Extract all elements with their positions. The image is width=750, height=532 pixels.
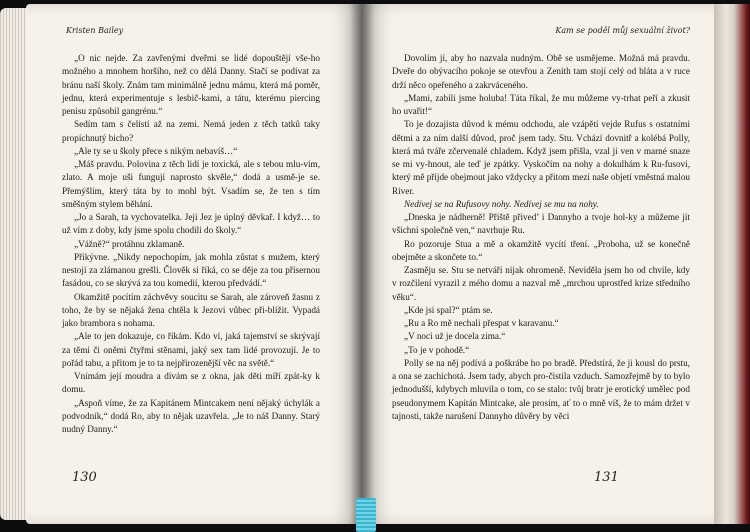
paragraph: „To je v pohodě.“ xyxy=(404,344,470,355)
left-page-number: 130 xyxy=(72,470,97,485)
paragraph: „Dneska je nádherně! Přiště přived’ i Dannyho a tvoje hol-ky a můžeme jít všichni společně ven,“ navrhuje Ru. xyxy=(392,212,690,236)
bookmark-ribbon[interactable] xyxy=(356,498,376,532)
paragraph: „Jo a Sarah, ta vychovatelka. Její Jez je úplný děvkař. I když… to už vím z doby, kdy jsme spolu chodili do školy.“ xyxy=(62,212,320,236)
paragraph: Vnímám její moudra a dívám se z okna, jak děti míří zpát-ky k domu. xyxy=(62,371,320,395)
paragraph: To je dozajista důvod k mému odchodu, ale vzápětí vejde Rufus s ostatními dětmi a za ním další důvod, proč jsem tady. Stu. Vchází dovnitř a kolébá Polly, která má tváře zčervenalé chladem. Když jsem přišla, vzal ji ven v marné snaze se mi vy-hnout, ale teď je zpátky. Vyskočím na nohy a dokulhám k Ru-fusovi, který mě přijde obejmout jako vždycky a přitom mezi naše objetí vměstná malou River. xyxy=(392,119,691,196)
book-spine xyxy=(350,4,374,524)
paragraph: Nedívej se na Rufusovy nohy. Nedívej se mu na nohy. xyxy=(404,198,599,209)
paragraph: „Máš pravdu. Polovina z těch lidí je toxická, ale s tebou mlu-vím, zlato. A moje uši fungují naprosto skvěle,“ dodá a usmě-je se. Přemýšlím, který táta by to mohl být. Vsadím se, že ten s tím směšným stylem běhání. xyxy=(62,159,320,209)
paragraph: „O nic nejde. Za zavřenými dveřmi se lidé dopouštějí vše-ho možného a mnohem horšího, než co dělá Danny. Stačí se podívat za bránu naší školy. Znám tam minimálně jednu mámu, která má poměr, jednu, která experimentuje s lesbič-kami, a tátu, kterému piercing penisu způsobil gangrénu.“ xyxy=(62,53,320,116)
paragraph: Zasměju se. Stu se netváří nijak ohromeně. Neviděla jsem ho od chvíle, kdy v rozčilení vyrazil z mého domu a nazval mě „mrchou uprostřed krize středního věku“. xyxy=(392,265,690,302)
paragraph: „V noci už je docela zima.“ xyxy=(404,331,506,342)
left-page-body xyxy=(62,52,320,436)
paragraph: „Ale to jen dokazuje, co říkám. Kdo ví, jaká tajemství se skrývají za těmi či oněmi čtyřmi stěnami, jaký sex tam lidé provozují. Je to pořád tabu, a přitom je to ta nejpřirozenější věc na světě.“ xyxy=(62,331,320,368)
paragraph: „Kde jsi spal?“ ptám se. xyxy=(404,304,493,315)
right-running-header: Kam se poděl můj sexuální život? xyxy=(555,26,690,35)
left-page xyxy=(26,4,362,524)
paragraph: Dovolím jí, aby ho nazvala nudným. Obě se usmějeme. Možná má pravdu. Dveře do obývacího pokoje se otevřou a Zenith tam stojí celý od bláta a v ruce drží něco opeřeného a zakrváceného. xyxy=(392,53,690,90)
right-page-body xyxy=(392,52,690,423)
paragraph: „Mami, zabili jsme holuba! Táta říkal, že mu můžeme vy-trhat peří a zkusit ho uvařit!“ xyxy=(392,92,690,116)
paragraph: „Ru a Ro mě nechali přespat v karavanu.“ xyxy=(404,318,559,328)
paragraph: Přikývne. „Nikdy nepochopím, jak mohla zůstat s mužem, který nestojí za zlámanou grešli. Člověk si říká, co se děje za tou přísernou fasádou, co se skrývá za tou komedií, kterou předvádí.“ xyxy=(62,251,320,289)
paragraph: „Aspoň víme, že za Kapitánem Mintcakem není nějaký úchylák a podvodník,“ dodá Ro, aby to nějak uzavřela. „Je to náš Danny. Starý nudný Danny.“ xyxy=(62,397,320,434)
right-page-number: 131 xyxy=(594,470,619,485)
paragraph: Ro pozoruje Stua a mě a okamžitě vycítí tření. „Proboha, už se konečně obejměte a skončete to.“ xyxy=(392,238,690,262)
left-running-header: Kristen Bailey xyxy=(66,26,124,35)
paragraph: „Ale ty se u školy přece s nikým nebavíš…“ xyxy=(74,145,238,156)
right-page xyxy=(362,4,714,524)
paragraph: „Vážně?“ protáhnu zklamaně. xyxy=(74,238,185,249)
paragraph: Okamžitě pocítím záchvěvy soucitu se Sarah, ale zároveň žasnu z toho, že by se nějaká žena chtěla k Jezovi vůbec při-blížit. Vypadá jako brambora s nohama. xyxy=(62,291,320,328)
right-page-edges xyxy=(710,4,750,524)
paragraph: Polly se na něj podívá a poškrábe ho po bradě. Předstírá, že ji kousl do prstu, a ona se zachichotá. Jsem tady, abych pro-čistila vzduch. Samozřejmě by to bylo jednodušší, kdybych mluvila o tom, co se stalo: tvůj bratr je erotický umělec pod pseudonymem Kapitán Mintcake, ale prosím, ať to o mně víš, že to mám držet v tajnosti, takže narušení Dannyho důvěry by věci xyxy=(392,357,690,421)
paragraph: Sedím tam s čelistí až na zemi. Nemá jeden z těch tatků taky propíchnutý bicho? xyxy=(62,119,320,143)
